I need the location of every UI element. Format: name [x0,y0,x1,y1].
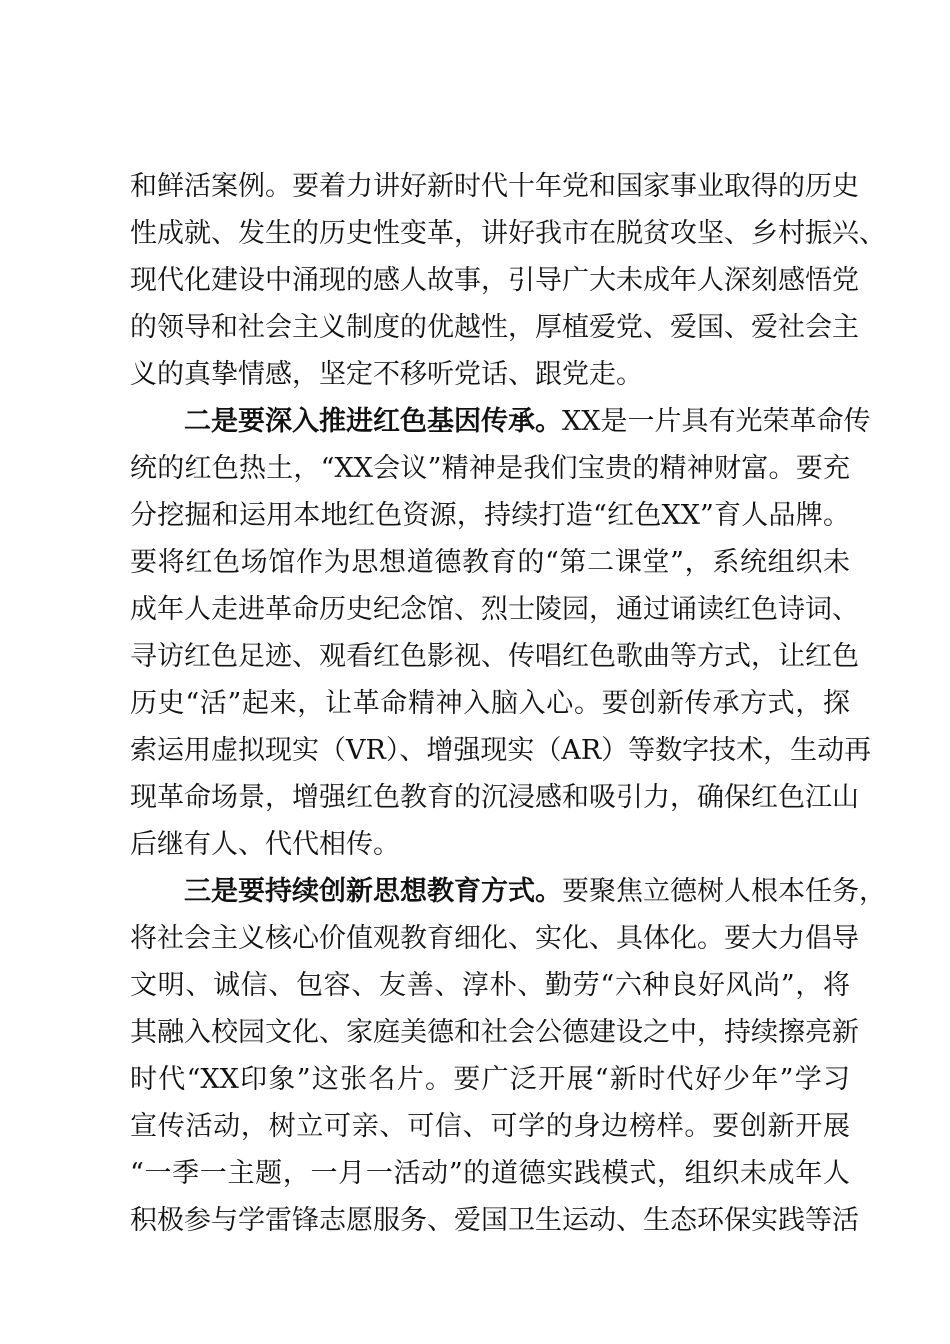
text-line: 和鲜活案例。要着力讲好新时代十年党和国家事业取得的历史 [130,171,859,202]
text-line: 寻访红色足迹、观看红色影视、传唱红色歌曲等方式，让红色 [130,641,859,672]
text-line: 现革命场景，增强红色教育的沉浸感和吸引力，确保红色江山 [130,782,859,813]
text-line: 义的真挚情感，坚定不移听党话、跟党走。 [130,359,643,390]
text-line: 后继有人、代代相传。 [130,829,400,860]
text-span: 要聚焦立德树人根本任务， [562,876,886,907]
text-line: 统的红色热土，“XX会议”精神是我们宝贵的精神财富。要充 [130,453,850,484]
text-line [130,398,871,445]
text-line: 性成就、发生的历史性变革，讲好我市在脱贫攻坚、乡村振兴、 [130,218,886,249]
text-span: XX是一片具有光荣革命传 [562,406,871,437]
text-line: 现代化建设中涌现的感人故事，引导广大未成年人深刻感悟党 [130,265,859,296]
paragraph-3 [130,868,886,1244]
paragraph-1 [130,163,886,398]
text-line: 将社会主义核心价值观教育细化、实化、具体化。要大力倡导 [130,923,859,954]
text-line: 分挖掘和运用本地红色资源，持续打造“红色XX”育人品牌。 [130,500,850,531]
text-line: “一季一主题，一月一活动”的道德实践模式，组织未成年人 [130,1158,850,1189]
text-line: 时代“XX印象”这张名片。要广泛开展“新时代好少年”学习 [130,1064,850,1095]
text-line: 成年人走进革命历史纪念馆、烈士陵园，通过诵读红色诗词、 [130,594,859,625]
text-line: 要将红色场馆作为思想道德教育的“第二课堂”，系统组织未 [130,547,850,578]
text-line: 积极参与学雷锋志愿服务、爱国卫生运动、生态环保实践等活 [130,1205,859,1236]
paragraph-2 [130,398,872,868]
text-line: 历史“活”起来，让革命精神入脑入心。要创新传承方式，探 [130,688,850,719]
text-line: 的领导和社会主义制度的优越性，厚植爱党、爱国、爱社会主 [130,312,859,343]
text-line: 宣传活动，树立可亲、可信、可学的身边榜样。要创新开展 [130,1111,850,1142]
text-line [130,868,886,915]
text-line: 索运用虚拟现实（VR）、增强现实（AR）等数字技术，生动再 [130,735,872,766]
document-page [130,163,886,1244]
text-line: 其融入校园文化、家庭美德和社会公德建设之中，持续擦亮新 [130,1017,859,1048]
paragraph-heading: 三是要持续创新思想教育方式。 [184,876,562,907]
paragraph-heading: 二是要深入推进红色基因传承。 [184,406,562,437]
text-line: 文明、诚信、包容、友善、淳朴、勤劳“六种良好风尚”，将 [130,970,850,1001]
